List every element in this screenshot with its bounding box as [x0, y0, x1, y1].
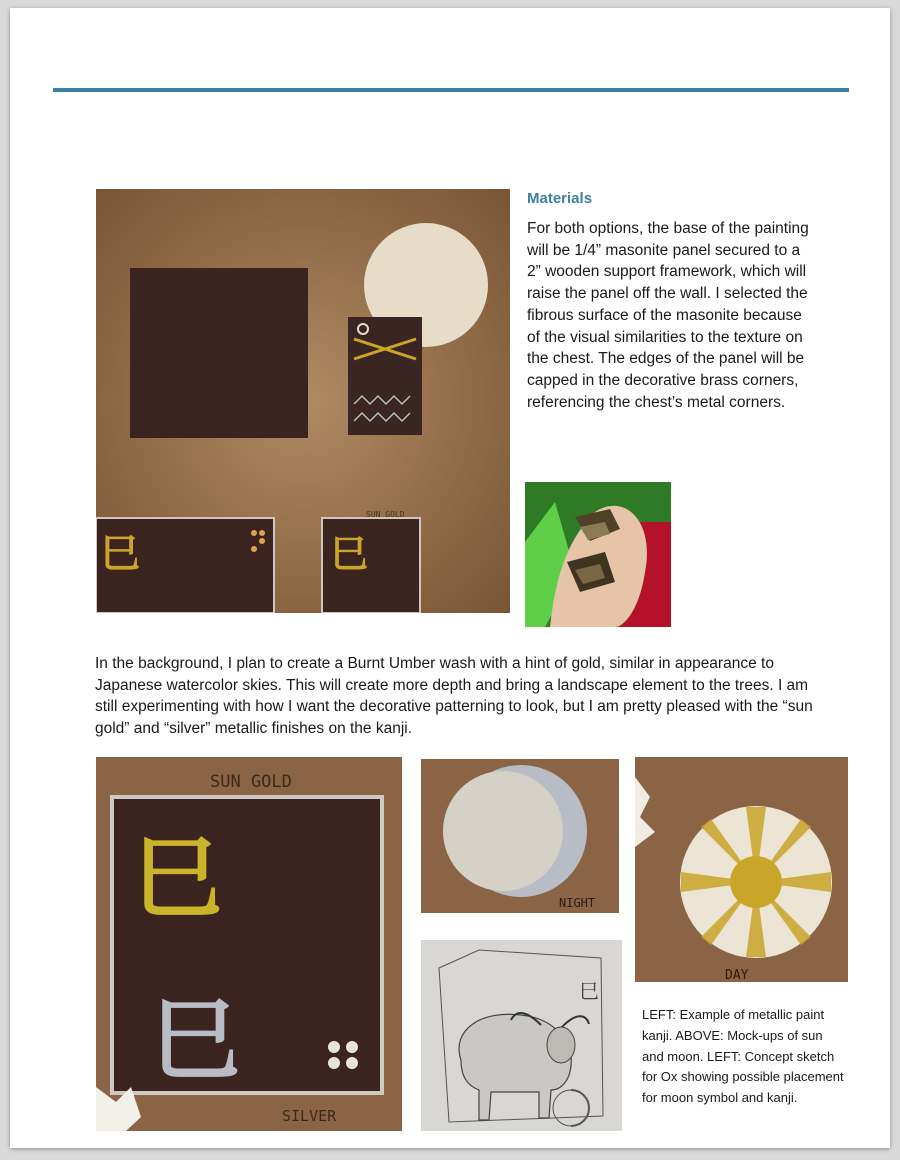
kanji-gold: 巳 — [132, 829, 222, 929]
ox-sketch-kanji: 巳 — [579, 981, 599, 1003]
moon-mockup-image — [421, 759, 619, 913]
sun-gold-label: SUN GOLD — [210, 772, 292, 792]
metallic-kanji-image — [96, 757, 402, 1131]
background-paragraph: In the background, I plan to create a Burnt Umber wash with a hint of gold, similar in appearance to Japanese watercolor skies. This will create more depth and bring a landscape element to the trees. I am still experimenting with how I want the decorative patterning to look, but I am pretty pleased with the “sun gold” and “silver” metallic finishes on the kanji. — [95, 655, 813, 737]
night-label: NIGHT — [559, 896, 596, 910]
materials-paragraph: For both options, the base of the painting will be 1/4” masonite panel secured to a 2” wooden support framework, which will raise the panel off the wall. I selected the fibrous surface of the masonite because of the visual similarities to the texture on the chest. The edges of the panel will be capped in the decorative brass corners, referencing the chest’s metal corners. — [527, 220, 809, 411]
brass-corners-photo — [525, 482, 671, 627]
kanji-gold-label-1: 巳 — [100, 532, 140, 576]
materials-heading: Materials — [527, 190, 593, 207]
image-caption: LEFT: Example of metallic paint kanji. ABOVE: Mock-ups of sun and moon. LEFT: Concept sketch for Ox showing possible placement for moon symbol and kanji. — [642, 1007, 844, 1106]
sun-mockup-image — [635, 757, 848, 982]
kanji-gold-label-2: 巳 — [330, 534, 369, 576]
paint-sample-image — [96, 189, 510, 613]
header-rule — [53, 88, 849, 92]
ox-concept-sketch — [421, 940, 622, 1131]
silver-label: SILVER — [282, 1107, 337, 1125]
kanji-silver: 巳 — [150, 991, 240, 1091]
day-label: DAY — [725, 968, 749, 982]
document-page — [10, 8, 890, 1148]
sun-gold-note: SUN GOLD — [366, 510, 405, 519]
